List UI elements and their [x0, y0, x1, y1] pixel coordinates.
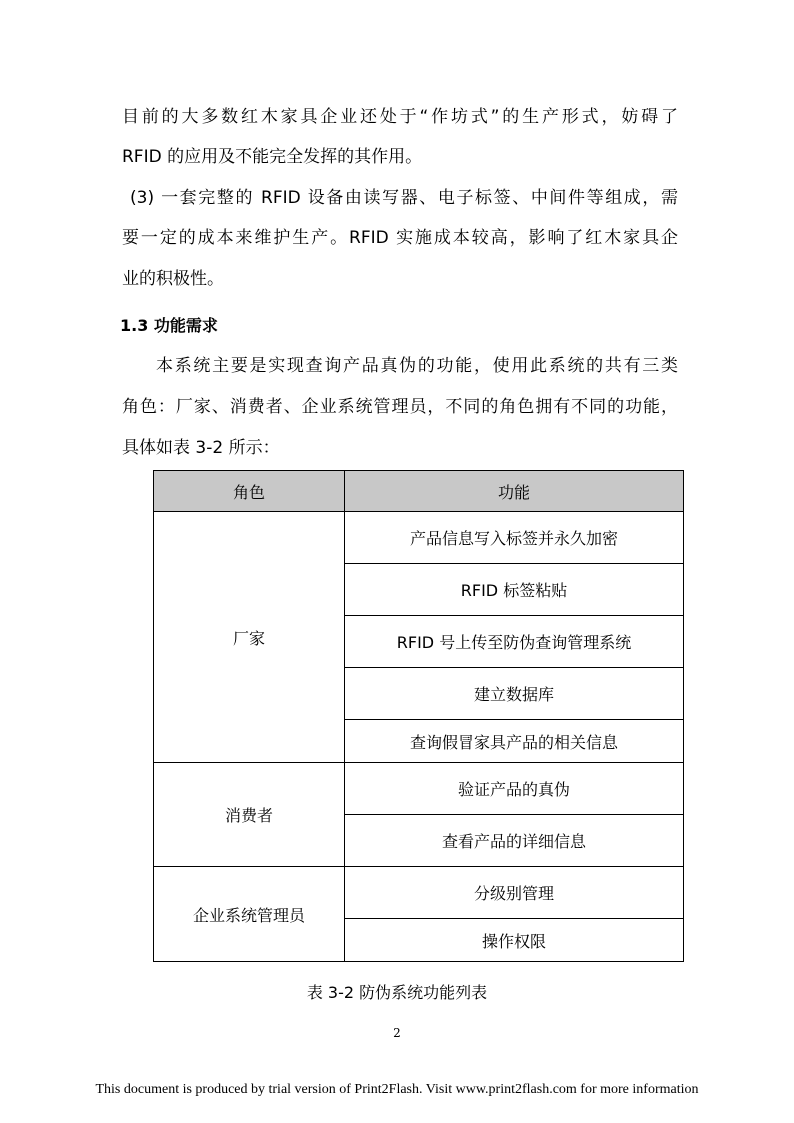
table-header-row — [154, 471, 684, 512]
role-cell: 消费者 — [154, 763, 345, 867]
section-heading: 1.3 功能需求 — [120, 316, 218, 335]
page-number: 2 — [393, 1026, 401, 1040]
role-cell: 企业系统管理员 — [154, 867, 345, 962]
trial-footer: This document is produced by trial version of Print2Flash. Visit www.print2flash.com for more information — [95, 1082, 699, 1097]
header-function: 功能 — [345, 471, 684, 512]
paragraph-line: 业的积极性。 — [122, 269, 224, 289]
table-row — [154, 512, 684, 564]
function-cell: 验证产品的真伪 — [345, 763, 684, 815]
paragraph-line: RFID 的应用及不能完全发挥的其作用。 — [122, 147, 423, 167]
function-cell: 产品信息写入标签并永久加密 — [345, 512, 684, 564]
function-cell: 查看产品的详细信息 — [345, 815, 684, 867]
paragraph-line: 目前的大多数红木家具企业还处于“作坊式”的生产形式，妨碍了 — [122, 107, 678, 127]
table-row — [154, 867, 684, 919]
function-table — [153, 470, 684, 962]
function-cell: 查询假冒家具产品的相关信息 — [345, 720, 684, 763]
role-cell: 厂家 — [154, 512, 345, 763]
paragraph-line: (3) 一套完整的 RFID 设备由读写器、电子标签、中间件等组成，需 — [130, 188, 678, 208]
function-cell: 分级别管理 — [345, 867, 684, 919]
paragraph-line: 要一定的成本来维护生产。RFID 实施成本较高，影响了红木家具企 — [122, 228, 678, 248]
paragraph-line: 本系统主要是实现查询产品真伪的功能，使用此系统的共有三类 — [156, 356, 678, 376]
paragraph-line: 角色：厂家、消费者、企业系统管理员，不同的角色拥有不同的功能， — [122, 397, 678, 417]
table-caption: 表 3-2 防伪系统功能列表 — [306, 983, 488, 1002]
function-cell: 建立数据库 — [345, 668, 684, 720]
function-cell: RFID 标签粘贴 — [345, 564, 684, 616]
header-role: 角色 — [154, 471, 345, 512]
table-row — [154, 763, 684, 815]
function-cell: 操作权限 — [345, 919, 684, 962]
paragraph-line: 具体如表 3-2 所示： — [122, 438, 280, 458]
function-cell: RFID 号上传至防伪查询管理系统 — [345, 616, 684, 668]
